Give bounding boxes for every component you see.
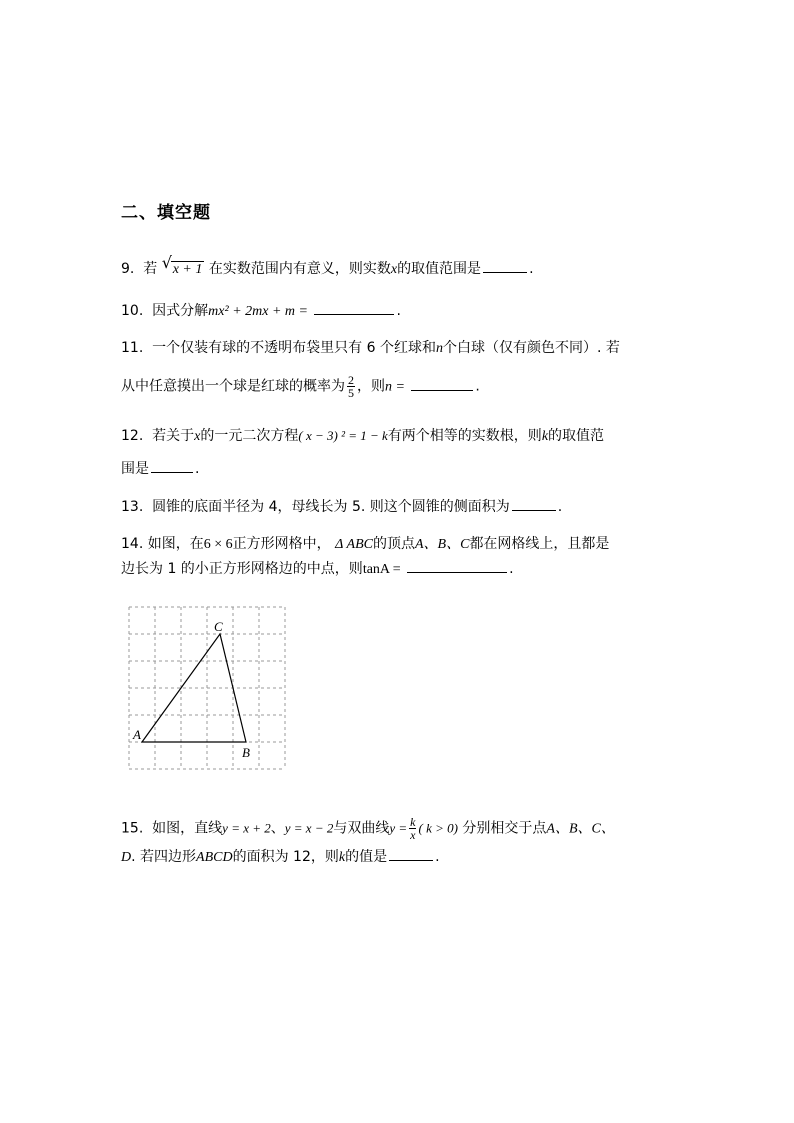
- q15-hyperbola: y =: [389, 820, 408, 836]
- hyperbola-numerator: k: [410, 815, 416, 829]
- question-11-line2: [121, 374, 480, 399]
- q9-radicand: x + 1: [172, 262, 203, 277]
- q9-var: x: [390, 262, 398, 277]
- q15-line2c: 的面积为 12，则: [232, 849, 339, 865]
- q9-end: .: [529, 261, 534, 277]
- q15-number: 15.: [121, 820, 144, 837]
- q15-line2d: 的值是: [345, 849, 388, 865]
- answer-blank-15[interactable]: [389, 846, 433, 861]
- q15-post: 分别相交于点: [462, 820, 547, 837]
- q14-post: 的顶点: [372, 536, 415, 552]
- question-11-line1: [121, 338, 620, 359]
- triangle-abc: [142, 634, 246, 742]
- q11-number: 11.: [121, 340, 144, 356]
- question-12-line2: [121, 458, 199, 479]
- section-title: 二、填空题: [121, 203, 211, 223]
- q9-pre: 若: [143, 261, 158, 277]
- probability-fraction: [347, 374, 355, 399]
- q11-line2c: n =: [385, 379, 405, 395]
- sqrt-expression: √ x + 1: [161, 253, 203, 277]
- q15-mid: 与双曲线: [333, 820, 390, 837]
- q13-text: 圆锥的底面半径为 4，母线长为 5. 则这个圆锥的侧面积为: [152, 499, 510, 515]
- q15-line2: y = x − 2: [284, 820, 334, 836]
- q12-post: 有两个相等的实数根，则: [387, 428, 542, 444]
- answer-blank-12[interactable]: [151, 458, 193, 473]
- question-14-line2: [121, 558, 514, 580]
- question-15-line2: [121, 846, 440, 868]
- q14-mid: 正方形网格中，: [232, 536, 331, 552]
- q14-expr: tanA =: [362, 562, 401, 577]
- q15-sep: 、: [270, 820, 285, 837]
- question-12-line1: [121, 426, 604, 447]
- q15-quadrilateral: ABCD: [196, 850, 233, 865]
- q14-grid: 6 × 6: [203, 537, 233, 552]
- q9-mid: 在实数范围内有意义，则实数: [208, 261, 391, 277]
- q14-pre: 如图，在: [147, 536, 204, 552]
- q11-var: n: [435, 341, 443, 356]
- question-9: [121, 253, 534, 280]
- q12-var: x: [194, 429, 201, 444]
- q15-condition: ( k > 0): [418, 820, 458, 836]
- q14-points: A、B、C: [414, 537, 470, 552]
- q12-tail: 的取值范: [548, 428, 605, 444]
- q15-var: k: [338, 850, 346, 865]
- grid-lines: [129, 607, 285, 769]
- grid-triangle-figure: [128, 606, 286, 771]
- answer-blank-11[interactable]: [411, 376, 473, 391]
- answer-blank-14[interactable]: [407, 558, 507, 573]
- q14-tail: 都在网格线上，且都是: [469, 536, 610, 552]
- q13-number: 13.: [121, 499, 144, 515]
- question-15-line1: [121, 816, 615, 841]
- question-14-line1: [121, 534, 609, 555]
- answer-blank-13[interactable]: [512, 496, 556, 511]
- q10-number: 10.: [121, 303, 144, 319]
- q10-end: .: [396, 303, 401, 319]
- q13-end: .: [557, 499, 563, 515]
- q10-expr: mx² + 2mx + m =: [208, 304, 308, 319]
- answer-blank-9[interactable]: [483, 258, 527, 273]
- fraction-numerator: 2: [348, 373, 354, 387]
- q11-line1: 一个仅装有球的不透明布袋里只有 6 个红球和: [152, 340, 436, 356]
- q15-pre: 如图，直线: [152, 820, 223, 837]
- label-a: A: [133, 727, 141, 742]
- q15-points: A、B、C、: [546, 821, 615, 837]
- fraction-denominator: 5: [348, 386, 354, 400]
- q11-end: .: [475, 378, 480, 395]
- q15-line1: y = x + 2: [222, 820, 271, 836]
- hyperbola-fraction: [409, 816, 416, 841]
- q9-post: 的取值范围是: [397, 261, 482, 277]
- q12-number: 12.: [121, 428, 144, 444]
- question-10: [121, 300, 401, 322]
- q12-var2: k: [541, 429, 549, 444]
- q14-number: 14.: [121, 536, 144, 552]
- q15-line2b: . 若四边形: [131, 849, 197, 865]
- answer-blank-10[interactable]: [314, 300, 394, 315]
- q12-line2: 围是: [121, 461, 149, 477]
- q9-number: 9.: [121, 261, 135, 277]
- question-13: [121, 496, 562, 517]
- q15-point-d: D: [121, 850, 132, 865]
- q11-line2: 从中任意摸出一个球是红球的概率为: [121, 378, 345, 395]
- q14-end: .: [509, 561, 514, 577]
- q11-line1b: 个白球（仅有颜色不同）. 若: [442, 340, 620, 356]
- q12-mid: 的一元二次方程: [200, 428, 299, 444]
- q10-pre: 因式分解: [152, 303, 209, 319]
- label-c: C: [214, 619, 223, 634]
- q12-equation: ( x − 3) ² = 1 − k: [298, 428, 388, 443]
- q12-end: .: [195, 461, 200, 477]
- q14-line2: 边长为 1 的小正方形网格边的中点，则: [121, 561, 363, 577]
- q12-pre: 若关于: [152, 428, 195, 444]
- hyperbola-denominator: x: [410, 828, 416, 842]
- q15-end: .: [435, 849, 440, 865]
- q11-line2b: ，则: [357, 378, 385, 395]
- label-b: B: [242, 745, 250, 760]
- q14-triangle: Δ ABC: [335, 537, 373, 552]
